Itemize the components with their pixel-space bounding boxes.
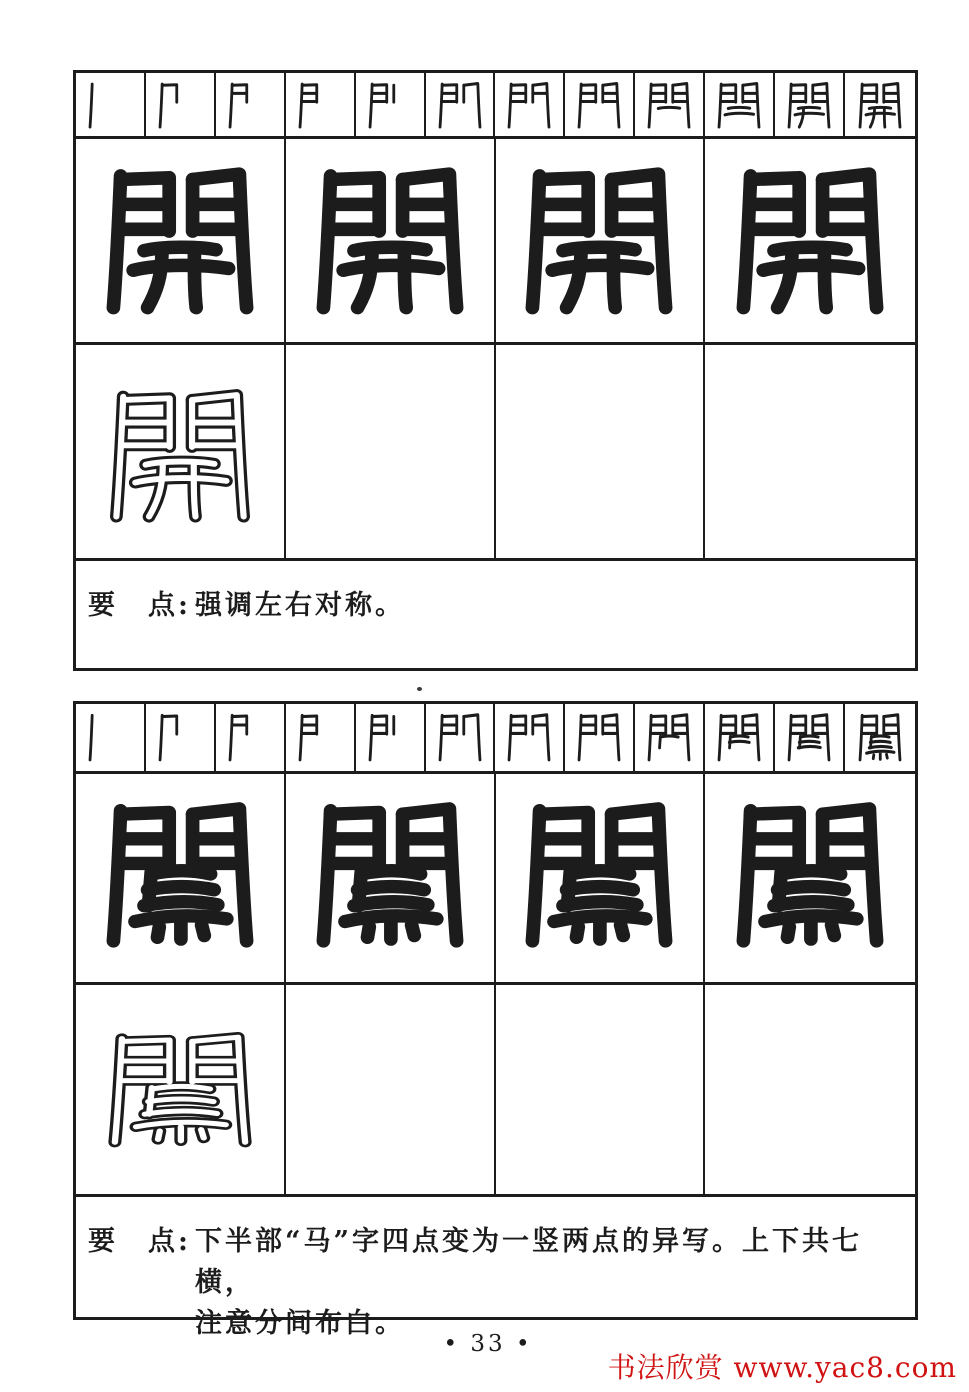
character-glyph-solid — [720, 151, 900, 329]
stroke-step-glyph — [153, 707, 207, 767]
stroke-step-9 — [635, 704, 705, 771]
character-glyph-outline — [94, 374, 266, 536]
practice-cell-empty — [286, 345, 496, 558]
stroke-step-glyph — [502, 76, 556, 134]
main-character-cell — [76, 774, 286, 982]
outline-character-cell — [76, 985, 286, 1194]
note-label: 要 点: — [88, 590, 191, 621]
stroke-step-10 — [705, 73, 775, 136]
stroke-step-11 — [775, 73, 845, 136]
main-character-cell — [496, 774, 706, 982]
stroke-step-glyph — [293, 707, 347, 767]
outline-character-row — [76, 985, 915, 1197]
stroke-step-6 — [426, 704, 496, 771]
stroke-step-9 — [635, 73, 705, 136]
stroke-step-5 — [356, 704, 426, 771]
character-glyph-solid — [300, 151, 480, 329]
stroke-step-glyph — [712, 707, 766, 767]
main-character-row — [76, 139, 915, 345]
practice-cell-empty — [496, 985, 706, 1194]
stroke-step-glyph — [153, 76, 207, 134]
character-glyph-solid — [509, 151, 689, 329]
stroke-step-glyph — [572, 76, 626, 134]
practice-cell-empty — [286, 985, 496, 1194]
stroke-step-glyph — [363, 707, 417, 767]
note-text — [195, 1221, 897, 1344]
outline-character-cell — [76, 345, 286, 558]
ink-dot — [417, 687, 422, 691]
stroke-step-7 — [495, 73, 565, 136]
stroke-step-glyph — [712, 76, 766, 134]
stroke-step-glyph — [223, 707, 277, 767]
stroke-step-7 — [495, 704, 565, 771]
stroke-step-glyph — [433, 707, 487, 767]
stroke-step-glyph — [782, 76, 836, 134]
main-character-cell — [705, 139, 915, 342]
note-label: 要 点: — [88, 1226, 191, 1257]
stroke-step-glyph — [83, 707, 137, 767]
stroke-step-glyph — [572, 707, 626, 767]
stroke-step-glyph — [642, 707, 696, 767]
note-line: 强调左右对称。 — [194, 590, 405, 621]
stroke-order-row — [76, 704, 915, 774]
note-row — [76, 561, 915, 626]
stroke-step-8 — [565, 704, 635, 771]
stroke-step-glyph — [363, 76, 417, 134]
stroke-step-3 — [216, 704, 286, 771]
character-glyph-solid — [90, 786, 270, 962]
character-glyph-solid — [720, 786, 900, 962]
stroke-step-glyph — [853, 76, 907, 134]
stroke-step-10 — [705, 704, 775, 771]
stroke-step-1 — [76, 704, 146, 771]
character-glyph-solid — [90, 151, 270, 329]
stroke-step-2 — [146, 73, 216, 136]
outline-character-row — [76, 345, 915, 561]
stroke-step-glyph — [782, 707, 836, 767]
stroke-step-11 — [775, 704, 845, 771]
stroke-step-2 — [146, 704, 216, 771]
practice-cell-empty — [496, 345, 706, 558]
stroke-step-1 — [76, 73, 146, 136]
main-character-row — [76, 774, 915, 985]
character-table-kai — [73, 70, 918, 671]
stroke-step-glyph — [223, 76, 277, 134]
stroke-step-3 — [216, 73, 286, 136]
practice-cell-empty — [705, 345, 915, 558]
stroke-step-glyph — [83, 76, 137, 134]
practice-cell-empty — [705, 985, 915, 1194]
stroke-step-4 — [286, 704, 356, 771]
main-character-cell — [286, 139, 496, 342]
character-glyph-solid — [509, 786, 689, 962]
character-glyph-solid — [300, 786, 480, 962]
stroke-step-8 — [565, 73, 635, 136]
watermark: 书法欣赏 www.yac8.com — [607, 1351, 957, 1384]
stroke-step-5 — [356, 73, 426, 136]
note-text — [195, 585, 897, 626]
stroke-step-glyph — [293, 76, 347, 134]
stroke-step-12 — [845, 73, 915, 136]
stroke-step-glyph — [642, 76, 696, 134]
stroke-step-glyph — [502, 707, 556, 767]
note-line: 注意分间布白。 — [194, 1308, 405, 1339]
main-character-cell — [705, 774, 915, 982]
main-character-cell — [76, 139, 286, 342]
main-character-cell — [286, 774, 496, 982]
main-character-cell — [496, 139, 706, 342]
stroke-step-glyph — [433, 76, 487, 134]
note-line: 下半部“马”字四点变为一竖两点的异写。上下共七横， — [194, 1226, 863, 1298]
character-table-chuang — [73, 701, 918, 1339]
character-glyph-outline — [92, 1019, 268, 1159]
page-number: • 33 • — [443, 1331, 533, 1357]
stroke-order-row — [76, 73, 915, 139]
stroke-step-6 — [426, 73, 496, 136]
stroke-step-12 — [845, 704, 915, 771]
stroke-step-glyph — [853, 707, 907, 767]
stroke-step-4 — [286, 73, 356, 136]
note-row — [76, 1197, 915, 1344]
